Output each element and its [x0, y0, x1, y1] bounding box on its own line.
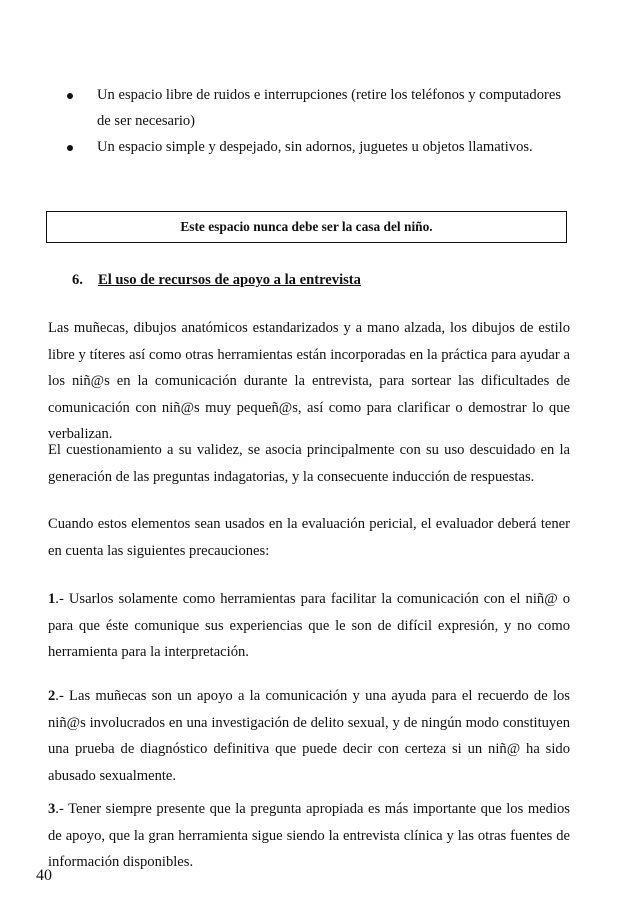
- section-number: 6.: [72, 272, 83, 288]
- paragraph-validity: El cuestionamiento a su validez, se asocia principalmente con su uso descuidado en la generación de las preguntas indagatorias, y la consecuente inducción de respuestas.: [48, 442, 570, 485]
- bullet-icon: [67, 145, 73, 151]
- precaution-item: [48, 796, 570, 876]
- precaution-text: .- Tener siempre presente que la pregunta apropiada es más importante que los medios de apoyo, que la gran herramienta sigue siendo la entrevista clínica y las otras fuentes de información disponibles.: [48, 801, 570, 870]
- precaution-text: .- Las muñecas son un apoyo a la comunicación y una ayuda para el recuerdo de los niñ@s involucrados en una investigación de delito sexual, y de ningún modo constituyen una prueba de diagnóstico definitiva que puede decir con certeza si un niñ@ ha sido abusado sexualmente.: [48, 688, 570, 784]
- bullet-list: [66, 82, 576, 160]
- bullet-text: Un espacio simple y despejado, sin adornos, juguetes u objetos llamativos.: [97, 139, 533, 155]
- precaution-number: 3: [48, 801, 56, 817]
- bullet-icon: [67, 93, 73, 99]
- precaution-item: [48, 586, 570, 666]
- precaution-text: .- Usarlos solamente como herramientas para facilitar la comunicación con el niñ@ o para que éste comunique sus experiencias que le son de difícil expresión, y no como herramienta para la interpretación.: [48, 591, 570, 660]
- precaution-item: [48, 683, 570, 789]
- bullet-item: [66, 82, 576, 134]
- paragraph-intro: Las muñecas, dibujos anatómicos estandarizados y a mano alzada, los dibujos de estilo libre y títeres así como otras herramientas están incorporadas en la práctica para ayudar a los niñ@s en la comunicación durante la entrevista, para sortear las dificultades de comunicación con niñ@s muy pequeñ@s, así como para clarificar o demostrar lo que verbalizan.: [48, 320, 570, 442]
- section-heading: [72, 268, 361, 292]
- bullet-text: Un espacio libre de ruidos e interrupciones (retire los teléfonos y computadores de ser necesario): [97, 87, 562, 129]
- notice-box: Este espacio nunca debe ser la casa del niño.: [46, 211, 567, 243]
- section-title: El uso de recursos de apoyo a la entrevista: [98, 272, 361, 288]
- page-number: 40: [36, 867, 52, 884]
- paragraph-precautions-intro: Cuando estos elementos sean usados en la evaluación pericial, el evaluador deberá tener en cuenta las siguientes precauciones:: [48, 516, 570, 559]
- precaution-number: 2: [48, 688, 56, 704]
- precaution-number: 1: [48, 591, 56, 607]
- bullet-item: [66, 134, 576, 160]
